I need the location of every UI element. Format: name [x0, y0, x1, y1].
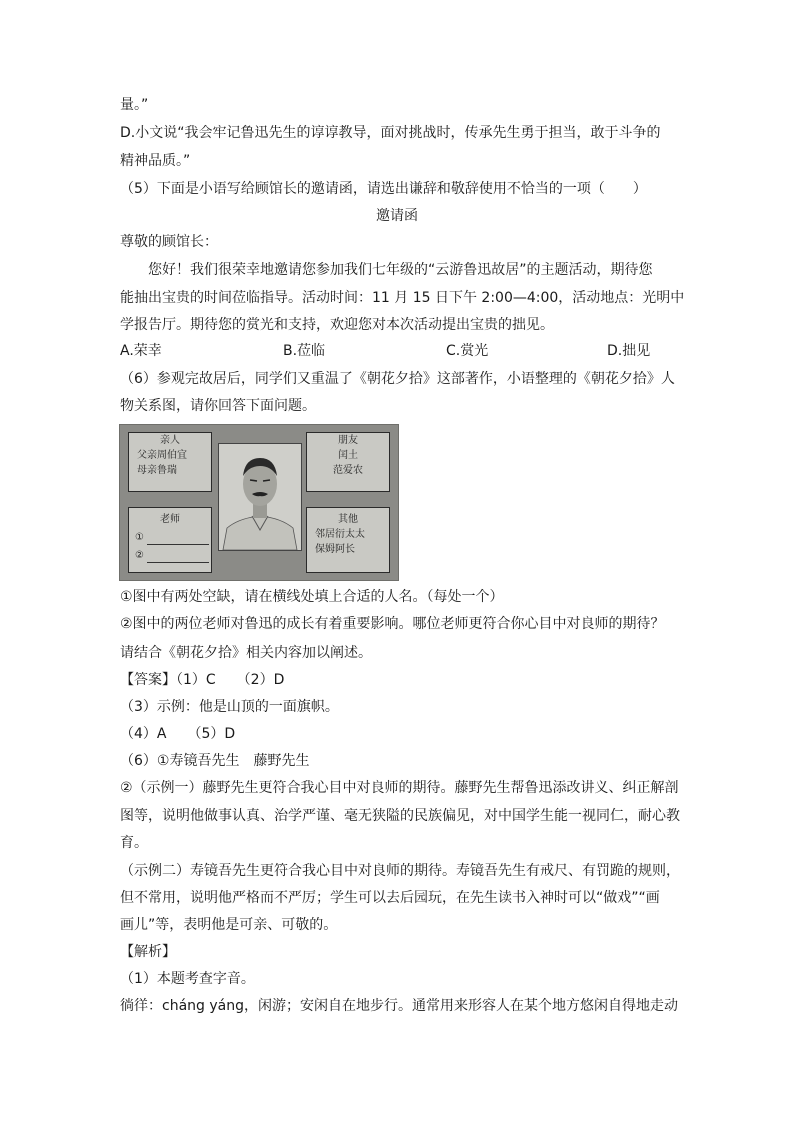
letter-body-line: 您好！我们很荣幸地邀请您参加我们七年级的“云游鲁迅故居”的主题活动，期待您 — [148, 262, 653, 278]
teachers-title: 老师 — [160, 514, 180, 525]
others-box — [306, 507, 390, 573]
answer-heading: 【答案】（1）C （2）D — [120, 672, 285, 688]
sub-question-2: ②图中的两位老师对鲁迅的成长有着重要影响。哪位老师更符合你心目中对良师的期待？ — [120, 616, 665, 632]
sub-question-1: ①图中有两处空缺，请在横线处填上合适的人名。（每处一个） — [120, 589, 504, 605]
answer-line: 画儿”等，表明他是可亲、可敬的。 — [120, 917, 338, 933]
text-line: 精神品质。” — [120, 153, 191, 169]
text-line: 量。” — [120, 97, 149, 113]
character-relationship-figure — [119, 424, 399, 581]
option-d-statement: D.小文说“我会牢记鲁迅先生的谆谆教导，面对挑战时，传承先生勇于担当，敢于斗争的 — [120, 125, 661, 141]
answer-line: （示例二）寿镜吾先生更符合我心目中对良师的期待。寿镜吾先生有戒尺、有罚跪的规则， — [120, 863, 680, 879]
answer-line: （6）①寿镜吾先生 藤野先生 — [120, 753, 310, 769]
friend-item: 范爱农 — [333, 465, 363, 476]
friends-box — [306, 432, 390, 492]
text-line: 物关系图，请你回答下面问题。 — [120, 398, 316, 414]
letter-title: 邀请函 — [376, 208, 418, 224]
question-5: （5）下面是小语写给顾馆长的邀请函，请选出谦辞和敬辞使用不恰当的一项（ ） — [120, 181, 647, 197]
others-title: 其他 — [338, 514, 358, 525]
option-a: A.荣幸 — [120, 343, 162, 359]
other-item: 保姆阿长 — [315, 544, 355, 555]
text-line: 请结合《朝花夕拾》相关内容加以阐述。 — [120, 645, 372, 661]
option-c: C.赏光 — [446, 343, 489, 359]
letter-salutation: 尊敬的顾馆长： — [120, 234, 218, 250]
teacher-blank-2[interactable] — [129, 545, 211, 563]
option-b: B.莅临 — [283, 343, 326, 359]
answer-line: 但不常用，说明他严格而不严厉；学生可以去后园玩，在先生读书入神时可以“做戏”“画 — [120, 890, 660, 906]
analysis-line: （1）本题考查字音。 — [120, 971, 255, 987]
answer-line: 育。 — [120, 835, 148, 851]
fill-in-line[interactable] — [147, 550, 209, 563]
other-item: 邻居衍太太 — [315, 529, 365, 540]
analysis-heading: 【解析】 — [120, 944, 176, 960]
answer-line: ②（示例一）藤野先生更符合我心目中对良师的期待。藤野先生帮鲁迅添改讲义、纠正解剖 — [120, 780, 679, 796]
relative-item: 父亲周伯宜 — [137, 450, 187, 461]
relative-item: 母亲鲁瑞 — [137, 465, 177, 476]
relatives-box — [128, 432, 212, 492]
relatives-title: 亲人 — [160, 435, 180, 446]
blank-number: ① — [135, 532, 144, 543]
teacher-blank-1[interactable] — [129, 527, 211, 545]
blank-number: ② — [135, 550, 144, 561]
fill-in-line[interactable] — [147, 532, 209, 545]
option-d: D.拙见 — [607, 343, 651, 359]
answer-line: 图等，说明他做事认真、治学严谨、毫无狭隘的民族偏见，对中国学生能一视同仁，耐心教 — [120, 808, 680, 824]
question-6: （6）参观完故居后，同学们又重温了《朝花夕拾》这部著作，小语整理的《朝花夕拾》人 — [120, 371, 675, 387]
lu-xun-portrait — [218, 443, 302, 551]
teachers-box — [128, 507, 212, 573]
analysis-line: 徜徉：cháng yáng，闲游；安闲自在地步行。通常用来形容人在某个地方悠闲自得地走动 — [120, 998, 678, 1014]
letter-body-line: 学报告厅。期待您的赏光和支持，欢迎您对本次活动提出宝贵的拙见。 — [120, 317, 554, 333]
friend-item: 闰土 — [338, 450, 358, 461]
answer-line: （3）示例：他是山顶的一面旗帜。 — [120, 699, 339, 715]
answer-line: （4）A （5）D — [120, 726, 236, 742]
letter-body-line: 能抽出宝贵的时间莅临指导。活动时间：11 月 15 日下午 2:00—4:00，活动地点：光明中 — [120, 290, 685, 306]
friends-title: 朋友 — [338, 435, 358, 446]
